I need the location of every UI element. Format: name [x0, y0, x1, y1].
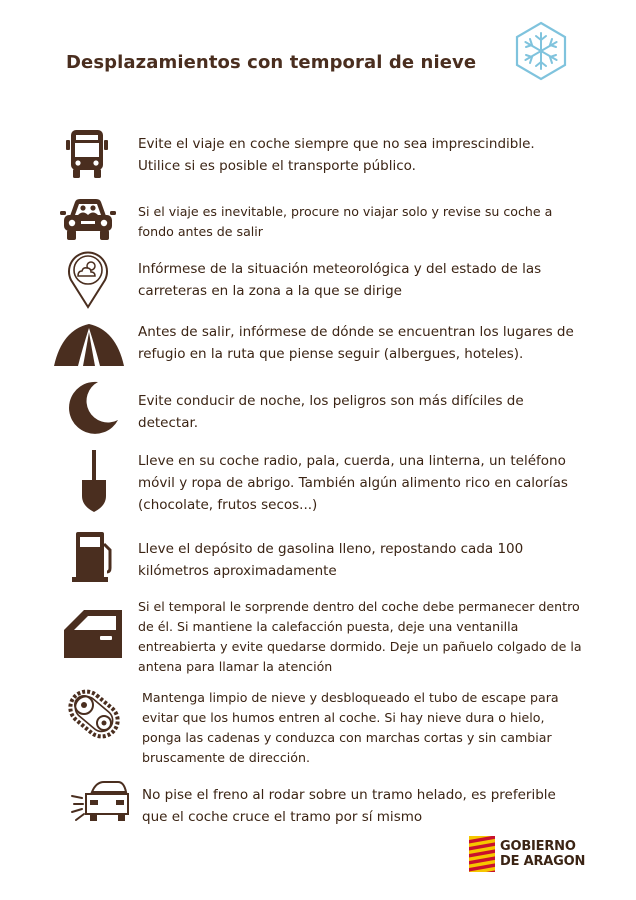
list-item: Mantenga limpio de nieve y desbloqueado el tubo de escape para evitar que los humos entren al coche. Si hay nieve dura o hielo, ponga las cadenas y conduzca con marchas cortas y sin cambiar bruscamente de dirección. [142, 690, 559, 765]
tent-icon [52, 320, 126, 368]
aragon-flag-icon [469, 836, 495, 872]
page-title: Desplazamientos con temporal de nieve [66, 52, 477, 73]
list-item: Si el temporal le sorprende dentro del coche debe permanecer dentro de él. Si mantiene la calefacción puesta, deje una ventanilla entreabierta y evite quedarse dormido. Deje un pañuelo colgado de la antena para llamar la atención [138, 599, 582, 674]
weather-location-icon [66, 250, 110, 310]
car-passengers-icon [60, 196, 116, 242]
logo-line-1: GOBIERNO [500, 839, 576, 854]
car-door-icon [62, 608, 124, 660]
list-item: Antes de salir, infórmese de dónde se encuentran los lugares de refugio en la ruta que piense seguir (albergues, hoteles). [138, 324, 574, 362]
list-item: Lleve el depósito de gasolina lleno, repostando cada 100 kilómetros aproximadamente [138, 541, 524, 579]
bus-icon [64, 128, 110, 180]
list-item: Evite conducir de noche, los peligros son más difíciles de detectar. [138, 393, 524, 431]
timing-belt-icon [64, 684, 124, 744]
car-skid-icon [70, 774, 130, 830]
logo-line-2: DE ARAGON [500, 854, 586, 869]
list-item: Evite el viaje en coche siempre que no sea imprescindible. Utilice si es posible el transporte público. [138, 136, 535, 174]
shovel-icon [78, 448, 110, 514]
snowflake-icon [510, 20, 572, 82]
fuel-pump-icon [70, 530, 116, 584]
list-item: Infórmese de la situación meteorológica y del estado de las carreteras en la zona a la que se dirige [138, 261, 542, 299]
list-item: Si el viaje es inevitable, procure no viajar solo y revise su coche a fondo antes de salir [138, 204, 553, 239]
list-item: No pise el freno al rodar sobre un tramo helado, es preferible que el coche cruce el tramo por sí mismo [142, 787, 556, 825]
list-item: Lleve en su coche radio, pala, cuerda, una linterna, un teléfono móvil y ropa de abrigo. También algún alimento rico en calorías (chocolate, frutos secos...) [138, 453, 568, 513]
moon-icon [68, 380, 120, 434]
